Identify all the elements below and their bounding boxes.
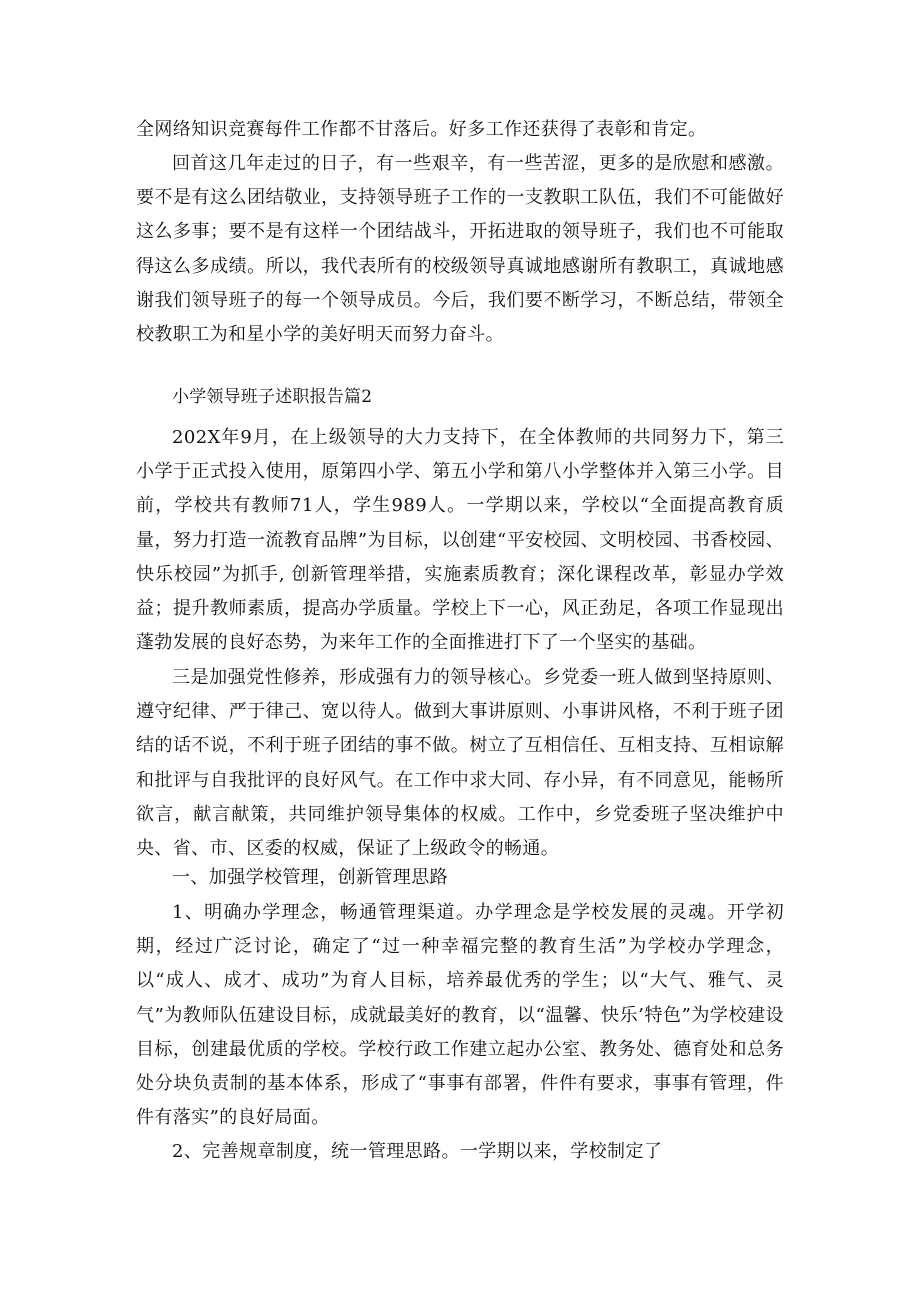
paragraph-party-building: 三是加强党性修养，形成强有力的领导核心。乡党委一班人做到坚持原则、遵守纪律、严于律己、宽以待人。做到大事讲原则、小事讲风格，不利于班子团结的话不说，不利于班子团结的事不做。树立了互相信任、互相支持、互相谅解和批评与自我批评的良好风气。在工作中求大同、存小异，有不同意见，能畅所欲言，献言献策，共同维护领导集体的权威。工作中，乡党委班子坚决维护中央、省、市、区委的权威，保证了上级政令的畅通。 — [136, 667, 784, 860]
paragraph-regulations: 2、完善规章制度，统一管理思路。一学期以来，学校制定了 — [172, 1141, 663, 1162]
paragraph-reflection: 回首这几年走过的日子，有一些艰辛，有一些苦涩，更多的是欣慰和感激。要不是有这么团结敬业，支持领导班子工作的一支教职工队伍，我们不可能做好这么多事；要不是有这样一个团结战斗，开拓进取的领导班子，我们也不可能取得这么多成绩。所以，我代表所有的校级领导真诚地感谢所有教职工，真诚地感谢我们领导班子的每一个领导成员。今后，我们要不断学习，不断总结，带领全校教职工为和星小学的美好明天而努力奋斗。 — [136, 153, 784, 346]
paragraph-school-philosophy: 1、明确办学理念，畅通管理渠道。办学理念是学校发展的灵魂。开学初期，经过广泛讨论，确定了“过一种幸福完整的教育生活”为学校办学理念，以“成人、成才、成功”为育人目标，培养最优秀的学生；以“大气、雅气、灵气”为教师队伍建设目标，成就最美好的教育，以“温馨、快乐’特色”为学校建设目标，创建最优质的学校。学校行政工作建立起办公室、教务处、德育处和总务处分块负责制的基本体系，形成了“事事有部署，件件有要求，事事有管理，件件有落实”的良好局面。 — [136, 902, 784, 1129]
paragraph-school-overview: 202X年9月，在上级领导的大力支持下，在全体教师的共同努力下，第三小学于正式投入使用，原第四小学、第五小学和第八小学整体并入第三小学。目前，学校共有教师71人，学生989人。一学期以来，学校以“全面提高教育质量，努力打造一流教育品牌”为目标，以创建“平安校园、文明校园、书香校园、快乐校园”为抓手, 创新管理举措，实施素质教育；深化课程改革，彰显办学效益；提升教师素质，提高办学质量。学校上下一心，风正劲足，各项工作显现出蓬勃发展的良好态势，为来年工作的全面推进打下了一个坚实的基础。 — [136, 427, 784, 654]
paragraph-continuation: 全网络知识竞赛每件工作都不甘落后。好多工作还获得了表彰和肯定。 — [136, 119, 707, 140]
subheading-management: 一、加强学校管理，创新管理思路 — [172, 867, 448, 888]
section-title: 小学领导班子述职报告篇2 — [172, 387, 373, 407]
